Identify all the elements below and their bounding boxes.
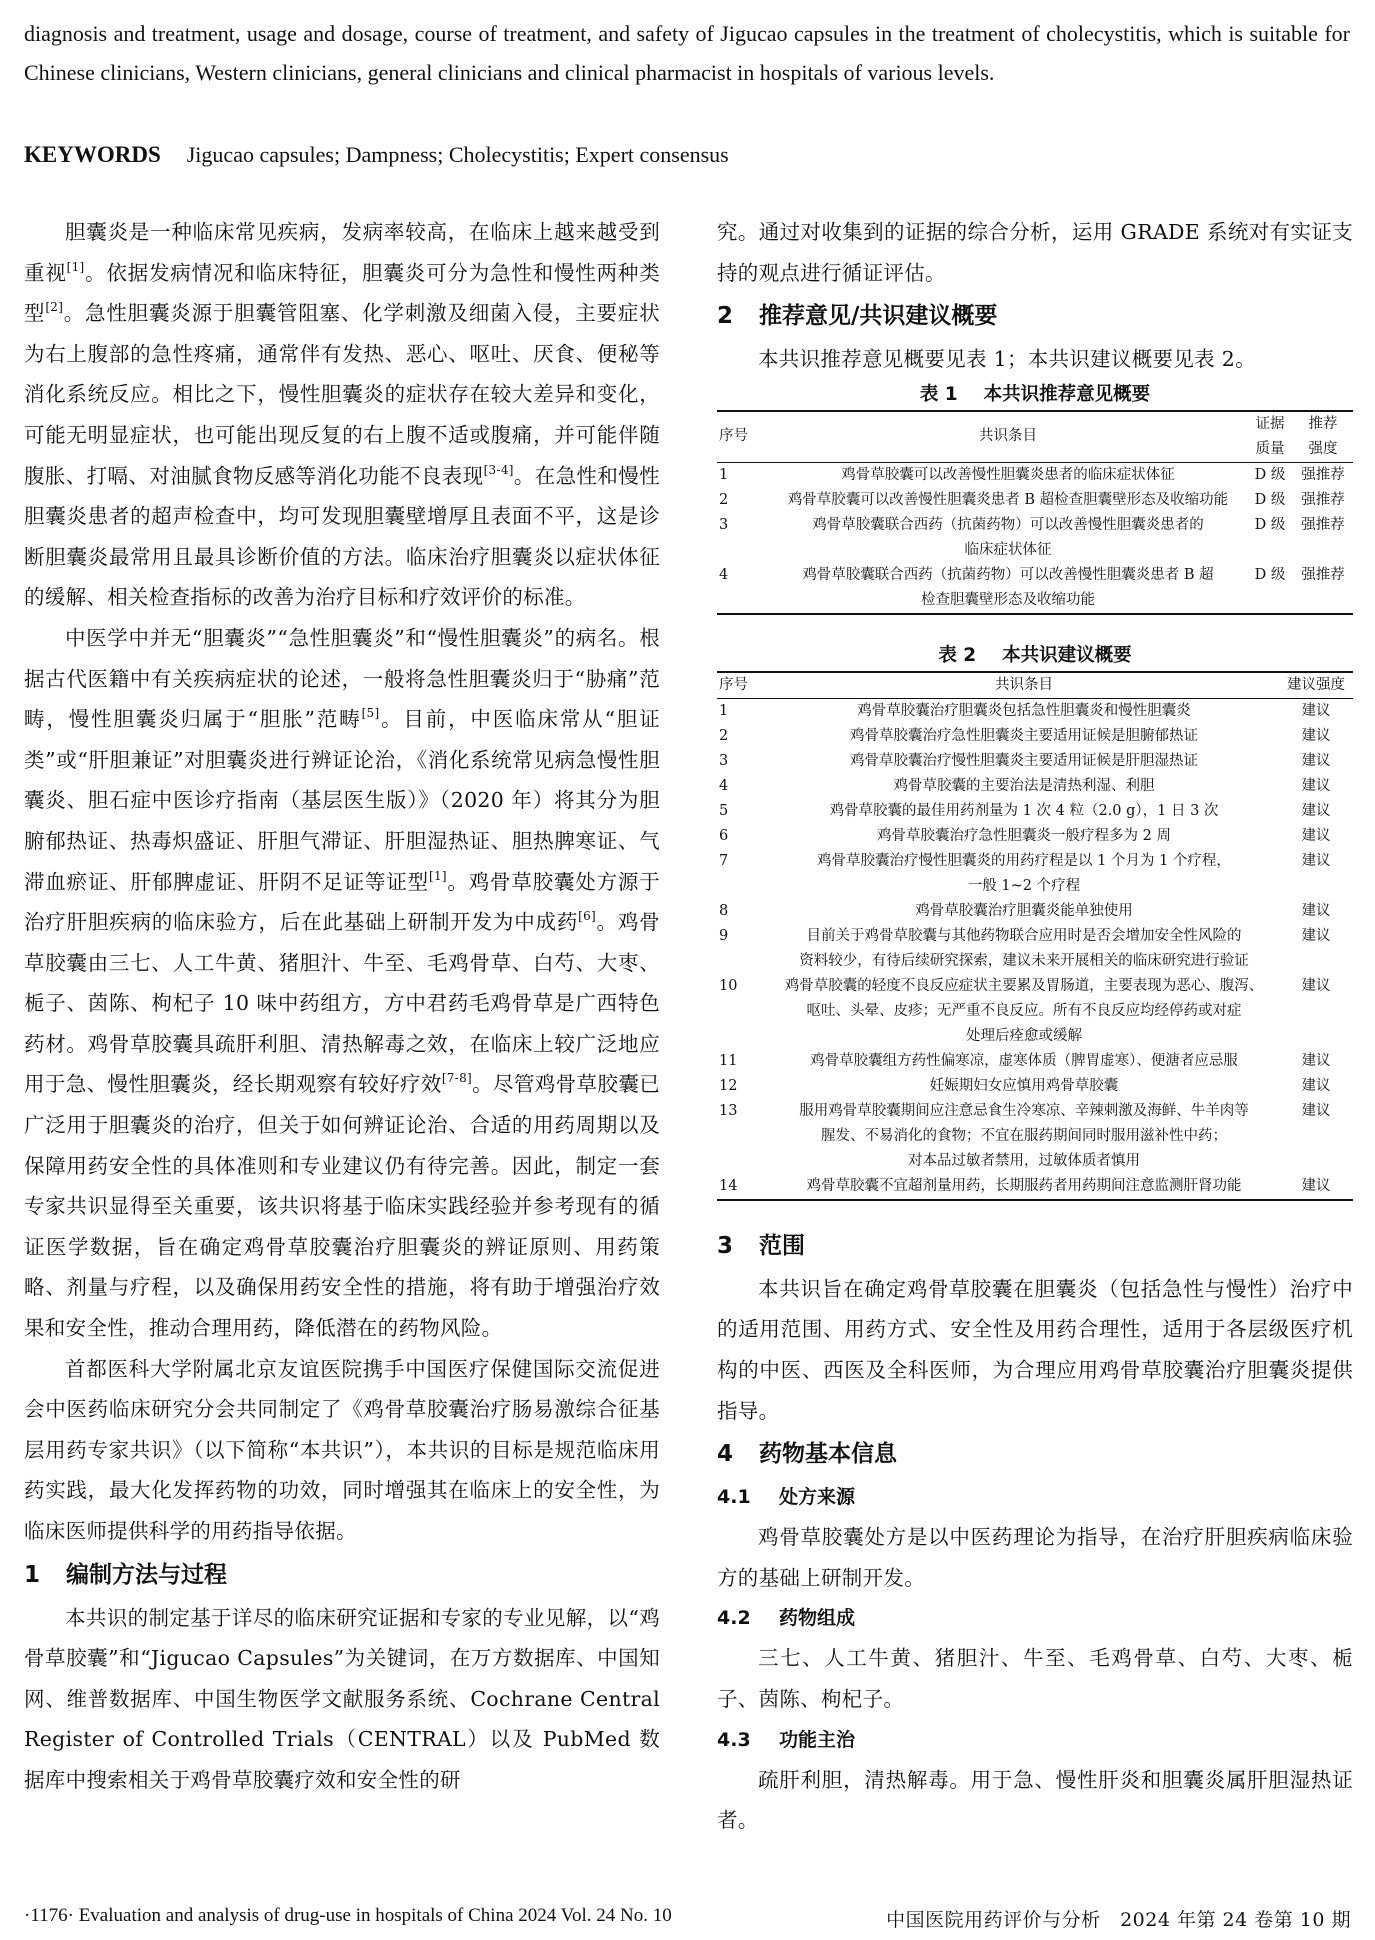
subsection-heading-4-1: 4.1 处方来源 — [717, 1486, 856, 1509]
row-strength: 强推荐 — [1301, 516, 1345, 533]
subsection-heading-4-3: 4.3 功能主治 — [717, 1728, 856, 1751]
row-item: 鸡骨草胶囊不宜超剂量用药，长期服药者用药期间注意监测肝肾功能 — [806, 1177, 1242, 1194]
table-row — [717, 799, 1353, 824]
row-strength: 建议 — [1301, 902, 1331, 919]
row-number: 8 — [719, 902, 729, 919]
row-item: 鸡骨草胶囊的最佳用药剂量为 1 次 4 粒（2.0 g），1 日 3 次 — [829, 802, 1219, 819]
row-number: 10 — [719, 977, 738, 994]
row-number: 7 — [719, 852, 729, 869]
table-header-no: 序号 — [717, 411, 769, 463]
row-number: 5 — [719, 802, 729, 819]
table-row — [717, 698, 1353, 724]
row-item: 鸡骨草胶囊治疗急性胆囊炎一般疗程多为 2 周 — [877, 827, 1171, 844]
row-strength: 建议 — [1301, 927, 1331, 944]
citation: [7-8] — [441, 1071, 472, 1086]
row-item: 鸡骨草胶囊的主要治法是清热利湿、利胆 — [893, 777, 1155, 794]
row-number: 6 — [719, 827, 729, 844]
row-strength: 建议 — [1301, 702, 1331, 719]
abstract-tail: diagnosis and treatment, usage and dosage, course of treatment, and safety of Jigucao capsules in the treatment of cholecystitis, which is suitable for Chinese clinicians, Western clinicians, general clinicians and clinical pharmacist in hospitals of various levels. — [24, 21, 1350, 85]
citation: [5] — [361, 706, 380, 721]
table-row — [717, 1174, 1353, 1200]
row-number: 4 — [719, 566, 729, 583]
row-quality: D 级 — [1254, 466, 1286, 483]
table-row — [717, 824, 1353, 849]
section-heading-1: 1 编制方法与过程 — [24, 1561, 227, 1588]
function-paragraph: 疏肝利胆，清热解毒。用于急、慢性肝炎和胆囊炎属肝胆湿热证者。 — [717, 1767, 1353, 1833]
table-row — [717, 462, 1353, 488]
table-row — [717, 724, 1353, 749]
citation: [1] — [66, 259, 85, 274]
row-strength: 建议 — [1301, 777, 1331, 794]
table-header-quality: 证据 质量 — [1247, 411, 1293, 463]
table-row — [717, 563, 1353, 614]
row-strength: 建议 — [1301, 727, 1331, 744]
row-number: 1 — [719, 702, 729, 719]
row-number: 3 — [719, 516, 729, 533]
table-2 — [717, 671, 1353, 1201]
row-number: 12 — [719, 1077, 738, 1094]
footer-journal-cn: 中国医院用药评价与分析 2024 年第 24 卷第 10 期 — [886, 1909, 1351, 1931]
row-number: 11 — [719, 1052, 738, 1069]
table-row — [717, 488, 1353, 513]
row-item: 鸡骨草胶囊可以改善慢性胆囊炎患者 B 超检查胆囊壁形态及收缩功能 — [787, 491, 1229, 508]
row-item: 鸡骨草胶囊治疗慢性胆囊炎主要适用证候是肝胆湿热证 — [850, 752, 1198, 769]
citation: [1] — [428, 868, 447, 883]
row-item: 鸡骨草胶囊联合西药（抗菌药物）可以改善慢性胆囊炎患者的 临床症状体征 — [812, 516, 1204, 558]
row-number: 13 — [719, 1102, 738, 1119]
table-header-strength: 推荐 强度 — [1293, 411, 1353, 463]
row-item: 鸡骨草胶囊组方药性偏寒凉，虚寒体质（脾胃虚寒）、便溏者应忌服 — [810, 1052, 1238, 1069]
left-column — [24, 212, 660, 1801]
table-row — [717, 774, 1353, 799]
table-row — [717, 749, 1353, 774]
table-row — [717, 1074, 1353, 1099]
summary-paragraph: 本共识推荐意见概要见表 1；本共识建议概要见表 2。 — [758, 347, 1256, 372]
row-quality: D 级 — [1254, 491, 1286, 508]
row-number: 2 — [719, 491, 729, 508]
section-heading-3: 3 范围 — [717, 1232, 805, 1259]
scope-paragraph: 本共识旨在确定鸡骨草胶囊在胆囊炎（包括急性与慢性）治疗中的适用范围、用药方式、安全性及用药合理性，适用于各层级医疗机构的中医、西医及全科医师，为合理应用鸡骨草胶囊治疗胆囊炎提供指导。 — [717, 1276, 1353, 1423]
row-item: 鸡骨草胶囊治疗急性胆囊炎主要适用证候是胆腑郁热证 — [850, 727, 1198, 744]
table-1-caption: 表 1 本共识推荐意见概要 — [919, 383, 1151, 405]
subsection-heading-4-2: 4.2 药物组成 — [717, 1607, 856, 1630]
row-strength: 建议 — [1301, 852, 1331, 869]
row-number: 9 — [719, 927, 729, 944]
source-paragraph: 鸡骨草胶囊处方是以中医药理论为指导，在治疗肝胆疾病临床验方的基础上研制开发。 — [717, 1525, 1353, 1590]
row-strength: 建议 — [1301, 827, 1331, 844]
table-row — [717, 899, 1353, 924]
table-row — [717, 1099, 1353, 1174]
methods-paragraph-continued: 究。通过对收集到的证据的综合分析，运用 GRADE 系统对有实证支持的观点进行循证评估。 — [717, 220, 1353, 285]
row-quality: D 级 — [1254, 566, 1286, 583]
row-number: 4 — [719, 777, 729, 794]
row-strength: 建议 — [1301, 1077, 1331, 1094]
composition-paragraph: 三七、人工牛黄、猪胆汁、牛至、毛鸡骨草、白芍、大枣、栀子、茵陈、枸杞子。 — [717, 1646, 1353, 1711]
row-strength: 强推荐 — [1301, 566, 1345, 583]
row-strength: 建议 — [1301, 802, 1331, 819]
table-row — [717, 1049, 1353, 1074]
section-heading-4: 4 药物基本信息 — [717, 1441, 897, 1468]
row-strength: 建议 — [1301, 1102, 1331, 1119]
row-item: 鸡骨草胶囊可以改善慢性胆囊炎患者的临床症状体征 — [841, 466, 1175, 483]
row-item: 鸡骨草胶囊治疗胆囊炎能单独使用 — [915, 902, 1133, 919]
keywords-label: KEYWORDS — [24, 142, 161, 167]
row-number: 3 — [719, 752, 729, 769]
citation: [6] — [578, 909, 597, 924]
keywords-text: Jigucao capsules; Dampness; Cholecystitis; Expert consensus — [186, 142, 729, 167]
table-1 — [717, 410, 1353, 615]
row-strength: 建议 — [1301, 977, 1331, 994]
row-strength: 强推荐 — [1301, 491, 1345, 508]
row-strength: 强推荐 — [1301, 466, 1345, 483]
row-strength: 建议 — [1301, 1052, 1331, 1069]
intro-paragraph-2: 中医学中并无“胆囊炎”“急性胆囊炎”和“慢性胆囊炎”的病名。根据古代医籍中有关疾病症状的论述，一般将急性胆囊炎归于“胁痛”范畴，慢性胆囊炎归属于“胆胀”范畴[5]。目前，中医临床常从“胆证类”或“肝胆兼证”对胆囊炎进行辨证论治，《消化系统常见病急慢性胆囊炎、胆石症中医诊疗指南（基层医生版）》（2020 年）将其分为胆腑郁热证、热毒炽盛证、肝胆气滞证、肝胆湿热证、胆热脾寒证、气滞血瘀证、肝郁脾虚证、肝阴不足证等证型[1]。鸡骨草胶囊处方源于治疗肝胆疾病的临床验方，后在此基础上研制开发为中成药[6]。鸡骨草胶囊由三七、人工牛黄、猪胆汁、牛至、毛鸡骨草、白芍、大枣、栀子、茵陈、枸杞子 10 味中药组方，方中君药毛鸡骨草是广西特色药材。鸡骨草胶囊具疏肝利胆、清热解毒之效，在临床上较广泛地应用于急、慢性胆囊炎，经长期观察有较好疗效[7-8]。尽管鸡骨草胶囊已广泛用于胆囊炎的治疗，但关于如何辨证论治、合适的用药周期以及保障用药安全性的具体准则和专业建议仍有待完善。因此，制定一套专家共识显得至关重要，该共识将基于临床实践经验并参考现有的循证医学数据，旨在确定鸡骨草胶囊治疗胆囊炎的辨证原则、用药策略、剂量与疗程，以及确保用药安全性的措施，将有助于增强治疗效果和安全性，推动合理用药，降低潜在的药物风险。 — [24, 625, 661, 1341]
table-row — [717, 974, 1353, 1049]
row-item: 妊娠期妇女应慎用鸡骨草胶囊 — [929, 1077, 1119, 1094]
right-column — [717, 212, 1353, 1841]
row-item: 鸡骨草胶囊联合西药（抗菌药物）可以改善慢性胆囊炎患者 B 超 检查胆囊壁形态及收缩功能 — [802, 566, 1214, 608]
row-item: 鸡骨草胶囊的轻度不良反应症状主要累及胃肠道，主要表现为恶心、腹泻、 呕吐、头晕、皮疹；无严重不良反应。所有不良反应均经停药或对症 处理后痊愈或缓解 — [784, 977, 1264, 1044]
row-strength: 建议 — [1301, 752, 1331, 769]
row-item: 目前关于鸡骨草胶囊与其他药物联合应用时是否会增加安全性风险的 资料较少，有待后续研究探索，建议未来开展相关的临床研究进行验证 — [799, 927, 1249, 969]
section-heading-2: 2 推荐意见/共识建议概要 — [717, 303, 998, 330]
table-row — [717, 924, 1353, 974]
row-strength: 建议 — [1301, 1177, 1331, 1194]
intro-paragraph-1: 胆囊炎是一种临床常见疾病，发病率较高，在临床上越来越受到重视[1]。依据发病情况和临床特征，胆囊炎可分为急性和慢性两种类型[2]。急性胆囊炎源于胆囊管阻塞、化学刺激及细菌入侵，主要症状为右上腹部的急性疼痛，通常伴有发热、恶心、呕吐、厌食、便秘等消化系统反应。相比之下，慢性胆囊炎的症状存在较大差异和变化，可能无明显症状，也可能出现反复的右上腹不适或腹痛，并可能伴随腹胀、打嗝、对油腻食物反感等消化功能不良表现[3-4]。在急性和慢性胆囊炎患者的超声检查中，均可发现胆囊壁增厚且表面不平，这是诊断胆囊炎最常用且最具诊断价值的方法。临床治疗胆囊炎以症状体征的缓解、相关检查指标的改善为治疗目标和疗效评价的标准。 — [24, 220, 660, 610]
citation: [2] — [45, 300, 64, 315]
intro-paragraph-3: 首都医科大学附属北京友谊医院携手中国医疗保健国际交流促进会中医药临床研究分会共同制定了《鸡骨草胶囊治疗肠易激综合征基层用药专家共识》（以下简称“本共识”），本共识的目标是规范临床用药实践，最大化发挥药物的功效，同时增强其在临床上的安全性，为临床医师提供科学的用药指导依据。 — [24, 1356, 660, 1543]
table-header-item: 共识条目 — [769, 672, 1279, 699]
table-row — [717, 849, 1353, 899]
footer-journal-en: ·1176· Evaluation and analysis of drug-use in hospitals of China 2024 Vol. 24 No. 10 — [24, 1905, 672, 1926]
methods-paragraph: 本共识的制定基于详尽的临床研究证据和专家的专业见解，以“鸡骨草胶囊”和“Jigucao Capsules”为关键词，在万方数据库、中国知网、维普数据库、中国生物医学文献服务系统、Cochrane Central Register of Controlled Trials（CENTRAL）以及 PubMed 数据库中搜索相关于鸡骨草胶囊疗效和安全性的研 — [24, 1605, 660, 1792]
row-number: 1 — [719, 466, 729, 483]
keywords — [24, 135, 1350, 175]
table-header-no: 序号 — [717, 672, 769, 699]
row-number: 2 — [719, 727, 729, 744]
row-item: 鸡骨草胶囊治疗慢性胆囊炎的用药疗程是以 1 个月为 1 个疗程， 一般 1~2 个疗程 — [817, 852, 1231, 894]
row-item: 鸡骨草胶囊治疗胆囊炎包括急性胆囊炎和慢性胆囊炎 — [857, 702, 1191, 719]
citation: [3-4] — [483, 462, 514, 477]
table-2-caption: 表 2 本共识建议概要 — [938, 644, 1132, 666]
row-item: 服用鸡骨草胶囊期间应注意忌食生冷寒凉、辛辣刺激及海鲜、牛羊肉等 腥发、不易消化的食物；不宜在服药期间同时服用滋补性中药； 对本品过敏者禁用，过敏体质者慎用 — [799, 1102, 1249, 1169]
table-header-item: 共识条目 — [769, 411, 1247, 463]
table-row — [717, 513, 1353, 563]
row-quality: D 级 — [1254, 516, 1286, 533]
row-number: 14 — [719, 1177, 738, 1194]
table-header-strength: 建议强度 — [1279, 672, 1353, 699]
